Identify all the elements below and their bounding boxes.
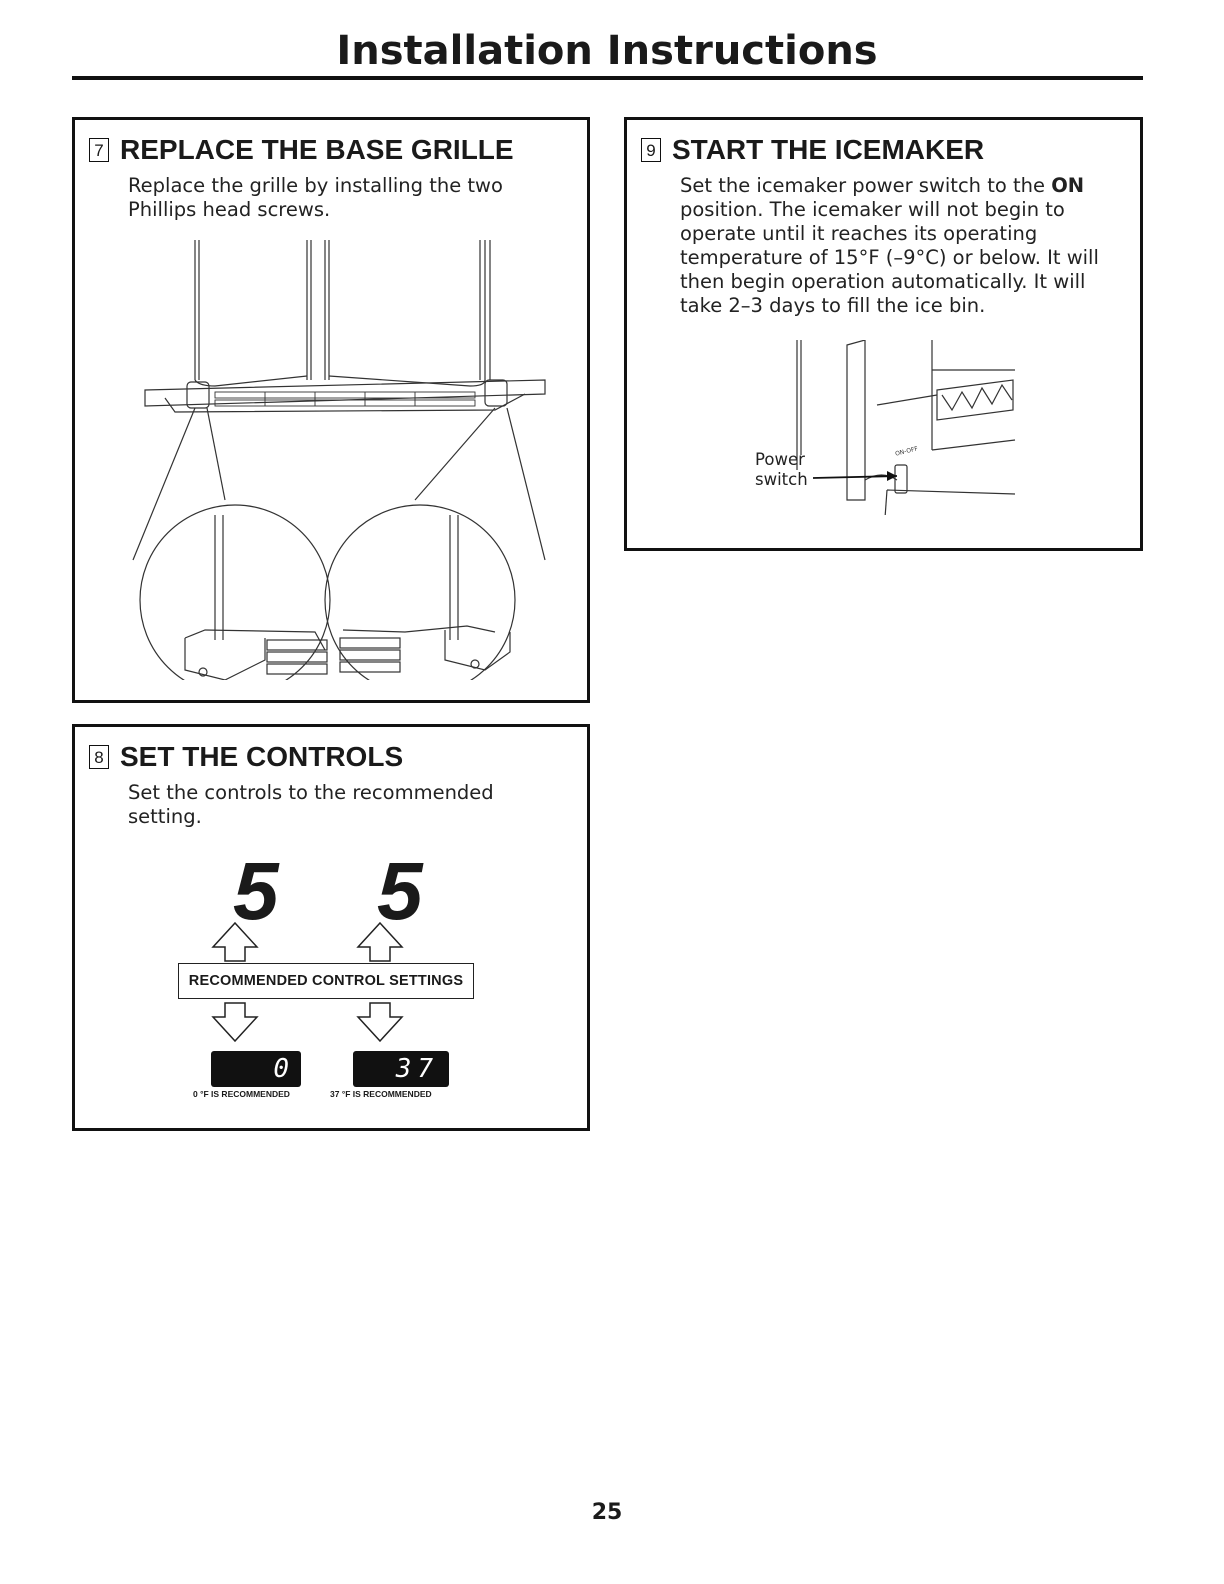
step-9-heading	[641, 134, 984, 166]
fridge-display-value: 37	[395, 1054, 439, 1084]
step-9-panel	[624, 117, 1143, 551]
step-8-title: SET THE CONTROLS	[120, 741, 404, 772]
step-9-title: START THE ICEMAKER	[672, 134, 985, 165]
step-8-number: 8	[89, 745, 109, 769]
fridge-dial-setting: 5	[377, 846, 423, 937]
step-7-heading	[89, 134, 514, 166]
icemaker-illustration	[787, 340, 1017, 515]
power-label-line1: Power	[755, 450, 805, 469]
freezer-dial-setting: 5	[233, 846, 279, 937]
switch-marking: ON-OFF	[894, 445, 919, 458]
base-grille-illustration	[115, 240, 575, 680]
step-9-number: 9	[641, 138, 661, 162]
power-switch-label	[755, 450, 808, 490]
step-8-panel	[72, 724, 590, 1131]
freezer-display-value: 0	[273, 1054, 289, 1084]
step-7-number: 7	[89, 138, 109, 162]
step-8-heading	[89, 741, 403, 773]
recommended-settings-label: RECOMMENDED CONTROL SETTINGS	[188, 973, 464, 989]
page-number: 25	[591, 1500, 623, 1525]
recommended-settings-box	[178, 963, 474, 999]
fridge-caption: 37 °F IS RECOMMENDED	[330, 1089, 432, 1099]
step-7-title: REPLACE THE BASE GRILLE	[120, 134, 514, 165]
step-7-description: Replace the grille by installing the two Phillips head screws.	[128, 174, 503, 221]
step-9-desc-on: ON	[1051, 174, 1085, 197]
power-label-line2: switch	[755, 470, 808, 489]
step-7-panel	[72, 117, 590, 703]
step-9-desc-pre: Set the icemaker power switch to the	[680, 174, 1046, 197]
freezer-caption: 0 °F IS RECOMMENDED	[193, 1089, 290, 1099]
step-9-description	[680, 174, 1120, 318]
step-9-desc-post: position. The icemaker will not begin to operate until it reaches its operating temperature of 15°F (–9°C) or below. It will then begin operation automatically. It will take 2–3 days to fill the ice bin.	[680, 198, 1099, 317]
page-title: Installation Instructions	[336, 28, 878, 74]
fridge-display	[353, 1051, 449, 1087]
freezer-display	[211, 1051, 301, 1087]
title-rule	[72, 76, 1143, 80]
step-8-description: Set the controls to the recommended setting.	[128, 781, 494, 828]
